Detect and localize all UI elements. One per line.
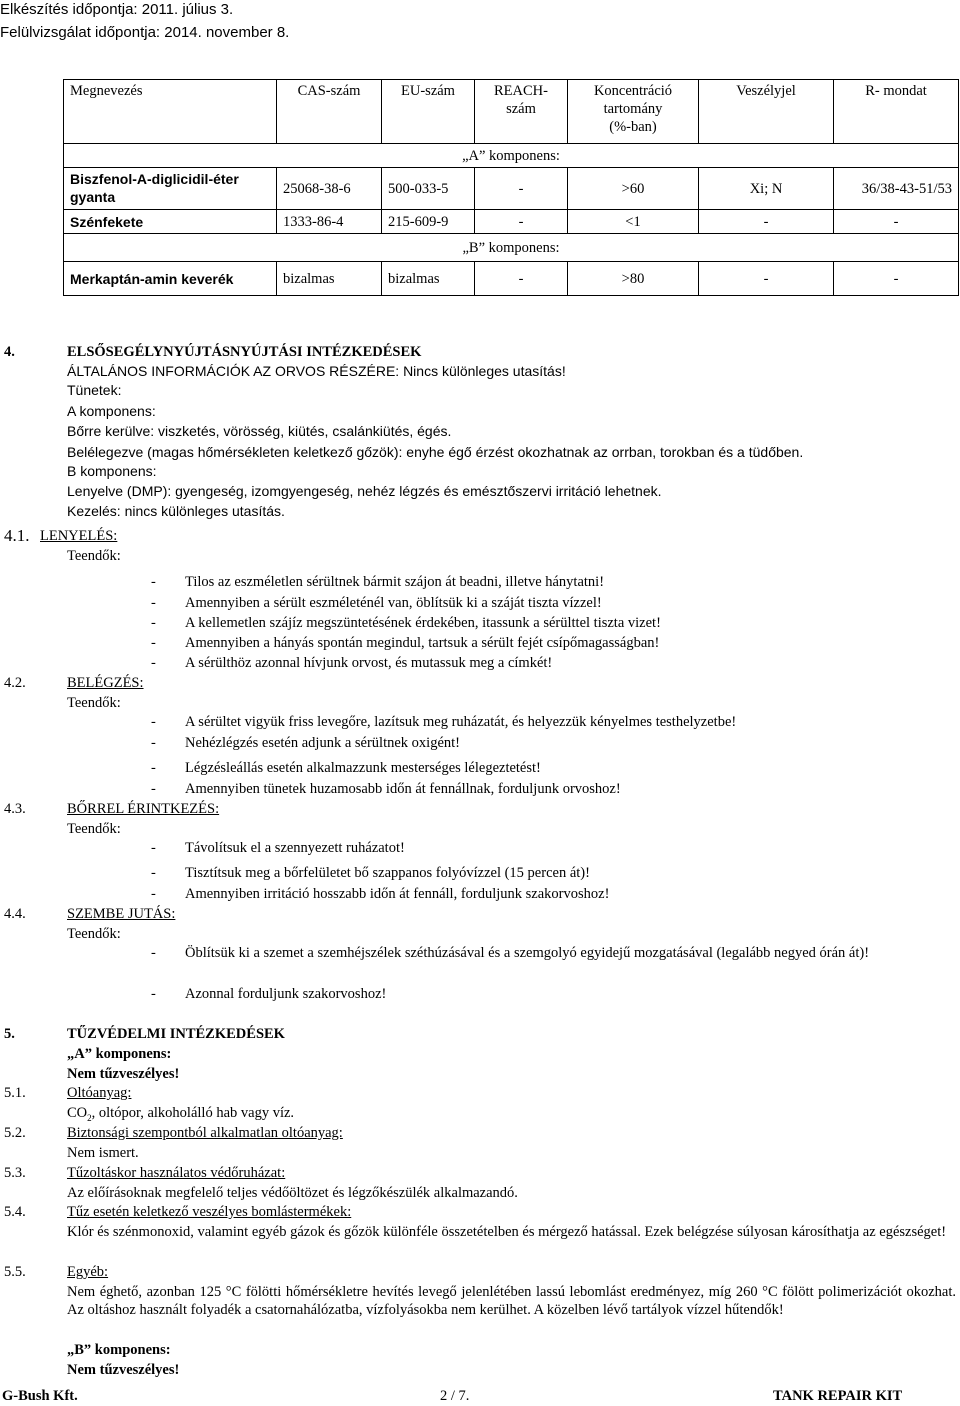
list-item-text: A sérültet vigyük friss levegőre, lazítsuk meg ruházatát, és helyezzük kényelmes testhelyzetbe! bbox=[185, 714, 737, 730]
row1-reach: - bbox=[475, 168, 568, 210]
s4-a-inhalation: Belélegezve (magas hőmérsékleten keletkező gőzök): enyhe égő érzést okozhatnak az orrban, torokban és a tüdőben. bbox=[67, 444, 804, 460]
s5-b-note: Nem tűzveszélyes! bbox=[67, 1362, 180, 1378]
section-b-label: „B” komponens: bbox=[64, 234, 959, 262]
s51-title: Oltóanyag: bbox=[67, 1085, 132, 1101]
list-item-text: Nehézlégzés esetén adjunk a sérültnek oxigént! bbox=[185, 735, 460, 751]
bullet-dash: - bbox=[151, 986, 156, 1002]
row1-name-line2: gyanta bbox=[70, 189, 116, 205]
list-item bbox=[151, 885, 609, 903]
row2-name: Szénfekete bbox=[64, 210, 277, 234]
s5-number: 5. bbox=[4, 1026, 15, 1042]
s55-title: Egyéb: bbox=[67, 1264, 109, 1280]
row2-cas: 1333-86-4 bbox=[277, 210, 382, 234]
list-item-text: Tisztítsuk meg a bőrfelületet bő szappanos folyóvízzel (15 percen át)! bbox=[185, 865, 590, 881]
list-item-text: Amennyiben irritáció hosszabb időn át fennáll, forduljunk szakorvoshoz! bbox=[185, 886, 610, 902]
s4-title: ELSŐSEGÉLYNYÚJTÁSNYÚJTÁSI INTÉZKEDÉSEK bbox=[67, 344, 422, 360]
section-a-row bbox=[64, 144, 959, 168]
s4-a-skin: Bőrre kerülve: viszketés, vörösség, kiütés, csalánkiütés, égés. bbox=[67, 423, 452, 439]
s4-general-info: ÁLTALÁNOS INFORMÁCIÓK AZ ORVOS RÉSZÉRE: Nincs különleges utasítás! bbox=[67, 363, 566, 379]
footer-page-number: 2 / 7. bbox=[440, 1388, 470, 1404]
s4-b-component: B komponens: bbox=[67, 463, 157, 479]
table-row bbox=[64, 210, 959, 234]
s42-todo: Teendők: bbox=[67, 695, 121, 711]
s4-b-swallow: Lenyelve (DMP): gyengeség, izomgyengeség, nehéz légzés és emésztőszervi irritáció lehetnek. bbox=[67, 483, 662, 499]
s54-number: 5.4. bbox=[4, 1204, 26, 1220]
konc-line3: (%-ban) bbox=[609, 119, 657, 135]
list-item bbox=[151, 594, 602, 612]
list-item-text: A kellemetlen szájíz megszüntetésének érdekében, itassunk a sérülttel tiszta vizet! bbox=[185, 615, 661, 631]
bullet-dash: - bbox=[151, 595, 156, 611]
list-item-text: Öblítsük ki a szemet a szemhéjszélek széthúzásával és a szemgolyó egyidejű mozgatásával (legalább negyed órán át)! bbox=[185, 945, 870, 961]
s41-title: LENYELÉS: bbox=[40, 528, 118, 544]
row1-name bbox=[64, 168, 277, 210]
row3-symbol: - bbox=[699, 262, 834, 296]
list-item-text: Amennyiben a sérült eszméleténél van, öblítsük ki a száját tiszta vízzel! bbox=[185, 595, 602, 611]
s44-number: 4.4. bbox=[4, 906, 26, 922]
list-item-text: Légzésleállás esetén alkalmazzunk mesterséges lélegeztetést! bbox=[185, 760, 541, 776]
s55-text: Nem éghető, azonban 125 °C fölötti hőmérsékletre hevítés levegő jelenlétében lassú lebomlást eredményez, míg 260 °C fölött polimerizációt okozhat. Az oltáshoz használt folyadék a csatornahálózatba, vízfolyásokba nem kerülhet. A közelben lévő tartályok vízzel hűtendők! bbox=[67, 1284, 956, 1318]
list-item bbox=[151, 759, 541, 777]
s42-number: 4.2. bbox=[4, 675, 26, 691]
list-item bbox=[151, 573, 604, 591]
s44-todo: Teendők: bbox=[67, 926, 121, 942]
co2-subscript: 2 bbox=[87, 1112, 92, 1123]
s52-text: Nem ismert. bbox=[67, 1145, 139, 1161]
row2-conc: <1 bbox=[568, 210, 699, 234]
prepared-date: Elkészítés időpontja: 2011. július 3. bbox=[0, 1, 234, 18]
row3-r: - bbox=[834, 262, 959, 296]
s4-symptoms: Tünetek: bbox=[67, 382, 122, 398]
list-item bbox=[151, 654, 552, 672]
list-item bbox=[151, 614, 661, 632]
row2-symbol: - bbox=[699, 210, 834, 234]
col-symbol: Veszélyjel bbox=[699, 80, 834, 144]
s4-number: 4. bbox=[4, 344, 15, 360]
col-concentration bbox=[568, 80, 699, 144]
bullet-dash: - bbox=[151, 886, 156, 902]
bullet-dash: - bbox=[151, 840, 156, 856]
bullet-dash: - bbox=[151, 945, 156, 961]
row1-r: 36/38-43-51/53 bbox=[834, 168, 959, 210]
s53-title: Tűzoltáskor használatos védőruházat: bbox=[67, 1165, 286, 1181]
list-item bbox=[151, 839, 405, 857]
col-name: Megnevezés bbox=[64, 80, 277, 144]
s41-todo: Teendők: bbox=[67, 548, 121, 564]
s51-rest: , oltópor, alkoholálló hab vagy víz. bbox=[91, 1105, 295, 1121]
composition-table bbox=[63, 79, 959, 296]
s5-title: TŰZVÉDELMI INTÉZKEDÉSEK bbox=[67, 1026, 285, 1042]
reach-line1: REACH- bbox=[494, 83, 548, 99]
list-item bbox=[151, 634, 659, 652]
s53-number: 5.3. bbox=[4, 1165, 26, 1181]
bullet-dash: - bbox=[151, 574, 156, 590]
section-a-label: „A” komponens: bbox=[64, 144, 959, 168]
s42-title: BELÉGZÉS: bbox=[67, 675, 144, 691]
co-text: CO bbox=[67, 1105, 88, 1121]
list-item-text: Tilos az eszméletlen sérültnek bármit szájon át beadni, illetve hánytatni! bbox=[185, 574, 605, 590]
s43-title: BŐRREL ÉRINTKEZÉS: bbox=[67, 801, 220, 817]
row2-r: - bbox=[834, 210, 959, 234]
s5-b-component: „B” komponens: bbox=[67, 1342, 171, 1358]
row3-name: Merkaptán-amin keverék bbox=[64, 262, 277, 296]
row3-reach: - bbox=[475, 262, 568, 296]
row3-cas: bizalmas bbox=[277, 262, 382, 296]
s4-treatment: Kezelés: nincs különleges utasítás. bbox=[67, 503, 285, 519]
list-item bbox=[151, 734, 460, 752]
list-item-text: Távolítsuk el a szennyezett ruházatot! bbox=[185, 840, 405, 856]
row2-reach: - bbox=[475, 210, 568, 234]
list-item bbox=[151, 713, 736, 731]
bullet-dash: - bbox=[151, 735, 156, 751]
list-item bbox=[151, 944, 957, 962]
row2-eu: 215-609-9 bbox=[382, 210, 475, 234]
row1-symbol: Xi; N bbox=[699, 168, 834, 210]
table-header-row bbox=[64, 80, 959, 144]
s4-a-component: A komponens: bbox=[67, 403, 156, 419]
list-item bbox=[151, 780, 621, 798]
row1-name-line1: Biszfenol-A-diglicidil-éter bbox=[70, 171, 239, 187]
section-b-row bbox=[64, 234, 959, 262]
bullet-dash: - bbox=[151, 615, 156, 631]
s5-a-note: Nem tűzveszélyes! bbox=[67, 1066, 180, 1082]
s54-title: Tűz esetén keletkező veszélyes bomlástermékek: bbox=[67, 1204, 352, 1220]
row3-eu: bizalmas bbox=[382, 262, 475, 296]
bullet-dash: - bbox=[151, 714, 156, 730]
bullet-dash: - bbox=[151, 865, 156, 881]
s5-a-component: „A” komponens: bbox=[67, 1046, 172, 1062]
revised-date: Felülvizsgálat időpontja: 2014. november 8. bbox=[0, 24, 290, 41]
reach-line2: szám bbox=[506, 101, 536, 117]
row1-eu: 500-033-5 bbox=[382, 168, 475, 210]
s52-number: 5.2. bbox=[4, 1125, 26, 1141]
konc-line2: tartomány bbox=[603, 101, 663, 117]
s51-number: 5.1. bbox=[4, 1085, 26, 1101]
col-cas: CAS-szám bbox=[277, 80, 382, 144]
bullet-dash: - bbox=[151, 635, 156, 651]
s44-title: SZEMBE JUTÁS: bbox=[67, 906, 176, 922]
s54-text: Klór és szénmonoxid, valamint egyéb gázok és gőzök különféle összetételben és mérgező hatással. Ezek belégzése súlyosan károsíthatja az egészséget! bbox=[67, 1224, 947, 1240]
s52-title: Biztonsági szempontból alkalmatlan oltóanyag: bbox=[67, 1125, 343, 1141]
col-reach bbox=[475, 80, 568, 144]
list-item-text: Amennyiben tünetek huzamosabb időn át fennállnak, forduljunk orvoshoz! bbox=[185, 781, 621, 797]
s43-number: 4.3. bbox=[4, 801, 26, 817]
list-item-text: A sérülthöz azonnal hívjunk orvost, és mutassuk meg a címkét! bbox=[185, 655, 553, 671]
s41-number: 4.1. bbox=[4, 526, 30, 545]
list-item-text: Azonnal forduljunk szakorvoshoz! bbox=[185, 986, 387, 1002]
table-row bbox=[64, 262, 959, 296]
row3-conc: >80 bbox=[568, 262, 699, 296]
table-row bbox=[64, 168, 959, 210]
bullet-dash: - bbox=[151, 760, 156, 776]
footer-product: TANK REPAIR KIT bbox=[773, 1388, 903, 1404]
col-r-phrase: R- mondat bbox=[834, 80, 959, 144]
s55-number: 5.5. bbox=[4, 1264, 26, 1280]
konc-line1: Koncentráció bbox=[593, 83, 673, 99]
bullet-dash: - bbox=[151, 781, 156, 797]
bullet-dash: - bbox=[151, 655, 156, 671]
row1-conc: >60 bbox=[568, 168, 699, 210]
s43-todo: Teendők: bbox=[67, 821, 121, 837]
col-eu: EU-szám bbox=[382, 80, 475, 144]
footer-company: G-Bush Kft. bbox=[2, 1388, 78, 1404]
row1-cas: 25068-38-6 bbox=[277, 168, 382, 210]
list-item-text: Amennyiben a hányás spontán megindul, tartsuk a sérült fejét csípőmagasságban! bbox=[185, 635, 660, 651]
s53-text: Az előírásoknak megfelelő teljes védőöltözet és légzőkészülék alkalmazandó. bbox=[67, 1185, 518, 1201]
list-item bbox=[151, 864, 590, 882]
list-item bbox=[151, 985, 386, 1003]
